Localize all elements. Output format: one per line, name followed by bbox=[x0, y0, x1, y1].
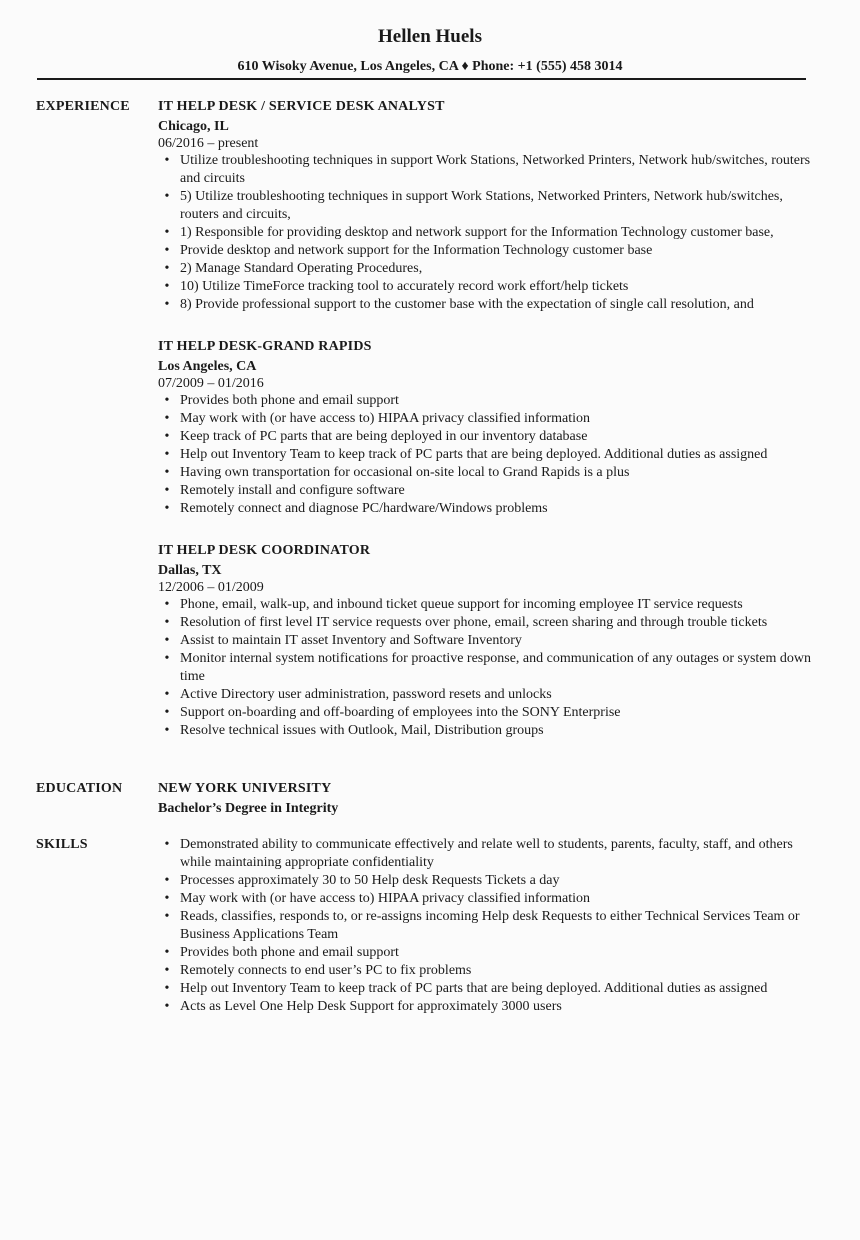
bullet-icon: • bbox=[164, 189, 170, 204]
bullet-icon: • bbox=[164, 687, 170, 702]
bullet-icon: • bbox=[164, 651, 170, 666]
education-heading: EDUCATION bbox=[36, 781, 123, 796]
bullet-icon: • bbox=[164, 963, 170, 978]
bullet-icon: • bbox=[164, 945, 170, 960]
skills-bullets bbox=[158, 836, 818, 1016]
bullet-icon: • bbox=[164, 597, 170, 612]
list-item bbox=[158, 428, 818, 446]
list-item bbox=[158, 614, 818, 632]
bullet-icon: • bbox=[164, 429, 170, 444]
list-item bbox=[158, 152, 818, 188]
list-item bbox=[158, 260, 818, 278]
bullet-text: Utilize troubleshooting techniques in support Work Stations, Networked Printers, Network hub/switches, routers and circuits bbox=[180, 153, 811, 186]
bullet-text: Keep track of PC parts that are being deployed in our inventory database bbox=[180, 429, 588, 444]
bullet-icon: • bbox=[164, 633, 170, 648]
list-item bbox=[158, 890, 818, 908]
job-dates: 06/2016 – present bbox=[158, 136, 259, 151]
bullet-text: 5) Utilize troubleshooting techniques in support Work Stations, Networked Printers, Network hub/switches, routers and circuits, bbox=[180, 189, 783, 222]
bullet-icon: • bbox=[164, 297, 170, 312]
header-divider bbox=[37, 78, 806, 80]
bullet-icon: • bbox=[164, 465, 170, 480]
school-name: NEW YORK UNIVERSITY bbox=[158, 781, 332, 796]
bullet-text: Phone, email, walk-up, and inbound ticket queue support for incoming employee IT service requests bbox=[180, 597, 743, 612]
bullet-icon: • bbox=[164, 999, 170, 1014]
bullet-text: Assist to maintain IT asset Inventory and Software Inventory bbox=[180, 633, 522, 648]
list-item bbox=[158, 722, 818, 740]
bullet-icon: • bbox=[164, 837, 170, 852]
bullet-text: Demonstrated ability to communicate effectively and relate well to students, parents, faculty, staff, and others while maintaining appropriate confidentiality bbox=[180, 837, 793, 870]
bullet-text: May work with (or have access to) HIPAA privacy classified information bbox=[180, 891, 591, 906]
bullet-text: 10) Utilize TimeForce tracking tool to accurately record work effort/help tickets bbox=[180, 279, 629, 294]
bullet-icon: • bbox=[164, 909, 170, 924]
list-item bbox=[158, 482, 818, 500]
experience-heading: EXPERIENCE bbox=[36, 99, 130, 114]
list-item bbox=[158, 392, 818, 410]
bullet-text: Reads, classifies, responds to, or re-assigns incoming Help desk Requests to either Technical Services Team or Business Applications Team bbox=[180, 909, 800, 942]
bullet-icon: • bbox=[164, 153, 170, 168]
list-item bbox=[158, 998, 818, 1016]
job-bullets bbox=[158, 596, 818, 740]
bullet-icon: • bbox=[164, 279, 170, 294]
bullet-text: Acts as Level One Help Desk Support for approximately 3000 users bbox=[180, 999, 562, 1014]
bullet-icon: • bbox=[164, 723, 170, 738]
job-entry bbox=[158, 542, 818, 740]
skills-heading: SKILLS bbox=[36, 837, 88, 852]
bullet-text: 2) Manage Standard Operating Procedures, bbox=[180, 261, 423, 276]
degree-name: Bachelor’s Degree in Integrity bbox=[158, 801, 339, 816]
list-item bbox=[158, 650, 818, 686]
bullet-text: Help out Inventory Team to keep track of PC parts that are being deployed. Additional duties as assigned bbox=[180, 447, 768, 462]
job-location: Chicago, IL bbox=[158, 119, 229, 134]
bullet-text: Resolution of first level IT service requests over phone, email, screen sharing and through trouble tickets bbox=[180, 615, 768, 630]
candidate-name: Hellen Huels bbox=[378, 26, 482, 47]
list-item bbox=[158, 872, 818, 890]
bullet-text: May work with (or have access to) HIPAA privacy classified information bbox=[180, 411, 591, 426]
bullet-text: Having own transportation for occasional on-site local to Grand Rapids is a plus bbox=[180, 465, 630, 480]
bullet-icon: • bbox=[164, 891, 170, 906]
bullet-icon: • bbox=[164, 393, 170, 408]
bullet-icon: • bbox=[164, 261, 170, 276]
experience-list bbox=[158, 98, 818, 764]
job-entry bbox=[158, 98, 818, 314]
list-item bbox=[158, 500, 818, 518]
bullet-icon: • bbox=[164, 243, 170, 258]
list-item bbox=[158, 944, 818, 962]
job-title: IT HELP DESK-GRAND RAPIDS bbox=[158, 339, 372, 354]
bullet-text: 1) Responsible for providing desktop and network support for the Information Technology customer base, bbox=[180, 225, 774, 240]
bullet-text: 8) Provide professional support to the customer base with the expectation of single call resolution, and bbox=[180, 297, 754, 312]
bullet-text: Provides both phone and email support bbox=[180, 945, 399, 960]
job-title: IT HELP DESK / SERVICE DESK ANALYST bbox=[158, 99, 445, 114]
bullet-icon: • bbox=[164, 447, 170, 462]
bullet-icon: • bbox=[164, 483, 170, 498]
contact-line: 610 Wisoky Avenue, Los Angeles, CA ♦ Phone: +1 (555) 458 3014 bbox=[237, 59, 623, 74]
list-item bbox=[158, 296, 818, 314]
bullet-text: Provide desktop and network support for the Information Technology customer base bbox=[180, 243, 653, 258]
list-item bbox=[158, 464, 818, 482]
job-location: Dallas, TX bbox=[158, 563, 222, 578]
list-item bbox=[158, 632, 818, 650]
bullet-text: Processes approximately 30 to 50 Help desk Requests Tickets a day bbox=[180, 873, 560, 888]
list-item bbox=[158, 980, 818, 998]
list-item bbox=[158, 908, 818, 944]
bullet-text: Remotely connect and diagnose PC/hardware/Windows problems bbox=[180, 501, 548, 516]
bullet-icon: • bbox=[164, 981, 170, 996]
education-body bbox=[158, 780, 818, 818]
bullet-icon: • bbox=[164, 705, 170, 720]
job-dates: 07/2009 – 01/2016 bbox=[158, 376, 264, 391]
list-item bbox=[158, 278, 818, 296]
job-title: IT HELP DESK COORDINATOR bbox=[158, 543, 371, 558]
bullet-text: Remotely connects to end user’s PC to fix problems bbox=[180, 963, 472, 978]
job-dates: 12/2006 – 01/2009 bbox=[158, 580, 264, 595]
list-item bbox=[158, 242, 818, 260]
bullet-text: Remotely install and configure software bbox=[180, 483, 405, 498]
bullet-text: Active Directory user administration, password resets and unlocks bbox=[180, 687, 552, 702]
bullet-text: Monitor internal system notifications for proactive response, and communication of any outages or system down time bbox=[180, 651, 812, 684]
bullet-text: Help out Inventory Team to keep track of PC parts that are being deployed. Additional duties as assigned bbox=[180, 981, 768, 996]
bullet-icon: • bbox=[164, 225, 170, 240]
job-location: Los Angeles, CA bbox=[158, 359, 257, 374]
bullet-icon: • bbox=[164, 615, 170, 630]
bullet-text: Resolve technical issues with Outlook, Mail, Distribution groups bbox=[180, 723, 544, 738]
list-item bbox=[158, 836, 818, 872]
list-item bbox=[158, 686, 818, 704]
list-item bbox=[158, 410, 818, 428]
list-item bbox=[158, 224, 818, 242]
bullet-icon: • bbox=[164, 873, 170, 888]
list-item bbox=[158, 446, 818, 464]
list-item bbox=[158, 962, 818, 980]
bullet-text: Provides both phone and email support bbox=[180, 393, 399, 408]
job-bullets bbox=[158, 392, 818, 518]
list-item bbox=[158, 704, 818, 722]
job-bullets bbox=[158, 152, 818, 314]
bullet-text: Support on-boarding and off-boarding of employees into the SONY Enterprise bbox=[180, 705, 621, 720]
bullet-icon: • bbox=[164, 501, 170, 516]
bullet-icon: • bbox=[164, 411, 170, 426]
job-entry bbox=[158, 338, 818, 518]
list-item bbox=[158, 596, 818, 614]
skills-body bbox=[158, 836, 818, 1016]
list-item bbox=[158, 188, 818, 224]
